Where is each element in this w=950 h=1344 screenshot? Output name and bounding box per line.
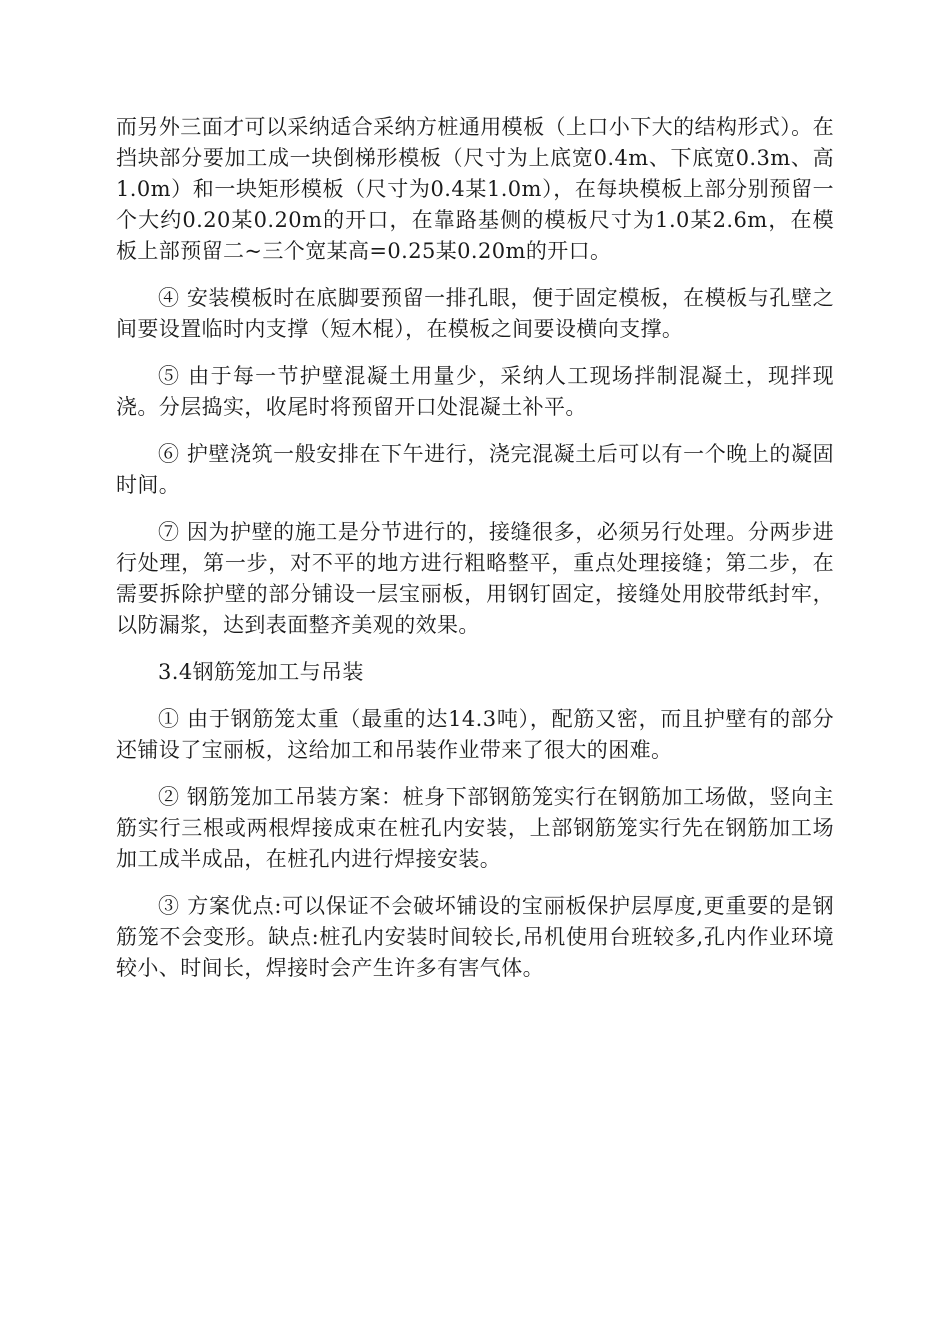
paragraph-continuation: 而另外三面才可以采纳适合采纳方桩通用模板（上口小下大的结构形式）。在挡块部分要加工成一块倒梯形模板（尺寸为上底宽0.4m、下底宽0.3m、高1.0m）和一块矩形模板（尺寸为0.4某1.0m），在每块模板上部分别预留一个大约0.20某0.20m的开口，在靠路基侧的模板尺寸为1.0某2.6m，在模板上部预留二~三个宽某高=0.25某0.20m的开口。: [116, 115, 834, 263]
section-heading: 3.4钢筋笼加工与吊装: [158, 660, 364, 684]
document-body: [116, 112, 834, 1000]
paragraph-item-3: ③ 方案优点:可以保证不会破坏铺设的宝丽板保护层厚度,更重要的是钢筋笼不会变形。缺点:桩孔内安装时间较长,吊机使用台班较多,孔内作业环境较小、时间长，焊接时会产生许多有害气体。: [116, 894, 834, 980]
paragraph-item-7: ⑦ 因为护壁的施工是分节进行的，接缝很多，必须另行处理。分两步进行处理，第一步，对不平的地方进行粗略整平，重点处理接缝；第二步，在需要拆除护壁的部分铺设一层宝丽板，用钢钉固定，接缝处用胶带纸封牢，以防漏浆，达到表面整齐美观的效果。: [116, 520, 834, 637]
paragraph-item-6: ⑥ 护壁浇筑一般安排在下午进行，浇完混凝土后可以有一个晚上的凝固时间。: [116, 442, 834, 497]
paragraph-item-1: ① 由于钢筋笼太重（最重的达14.3吨），配筋又密，而且护壁有的部分还铺设了宝丽板，这给加工和吊装作业带来了很大的困难。: [116, 707, 834, 762]
paragraph-item-2: ② 钢筋笼加工吊装方案：桩身下部钢筋笼实行在钢筋加工场做，竖向主筋实行三根或两根焊接成束在桩孔内安装，上部钢筋笼实行先在钢筋加工场加工成半成品，在桩孔内进行焊接安装。: [116, 785, 834, 871]
paragraph-item-5: ⑤ 由于每一节护壁混凝土用量少，采纳人工现场拌制混凝土，现拌现浇。分层捣实，收尾时将预留开口处混凝土补平。: [116, 364, 834, 419]
paragraph-item-4: ④ 安装模板时在底脚要预留一排孔眼，便于固定模板，在模板与孔壁之间要设置临时内支撑（短木棍），在模板之间要设横向支撑。: [116, 286, 834, 341]
